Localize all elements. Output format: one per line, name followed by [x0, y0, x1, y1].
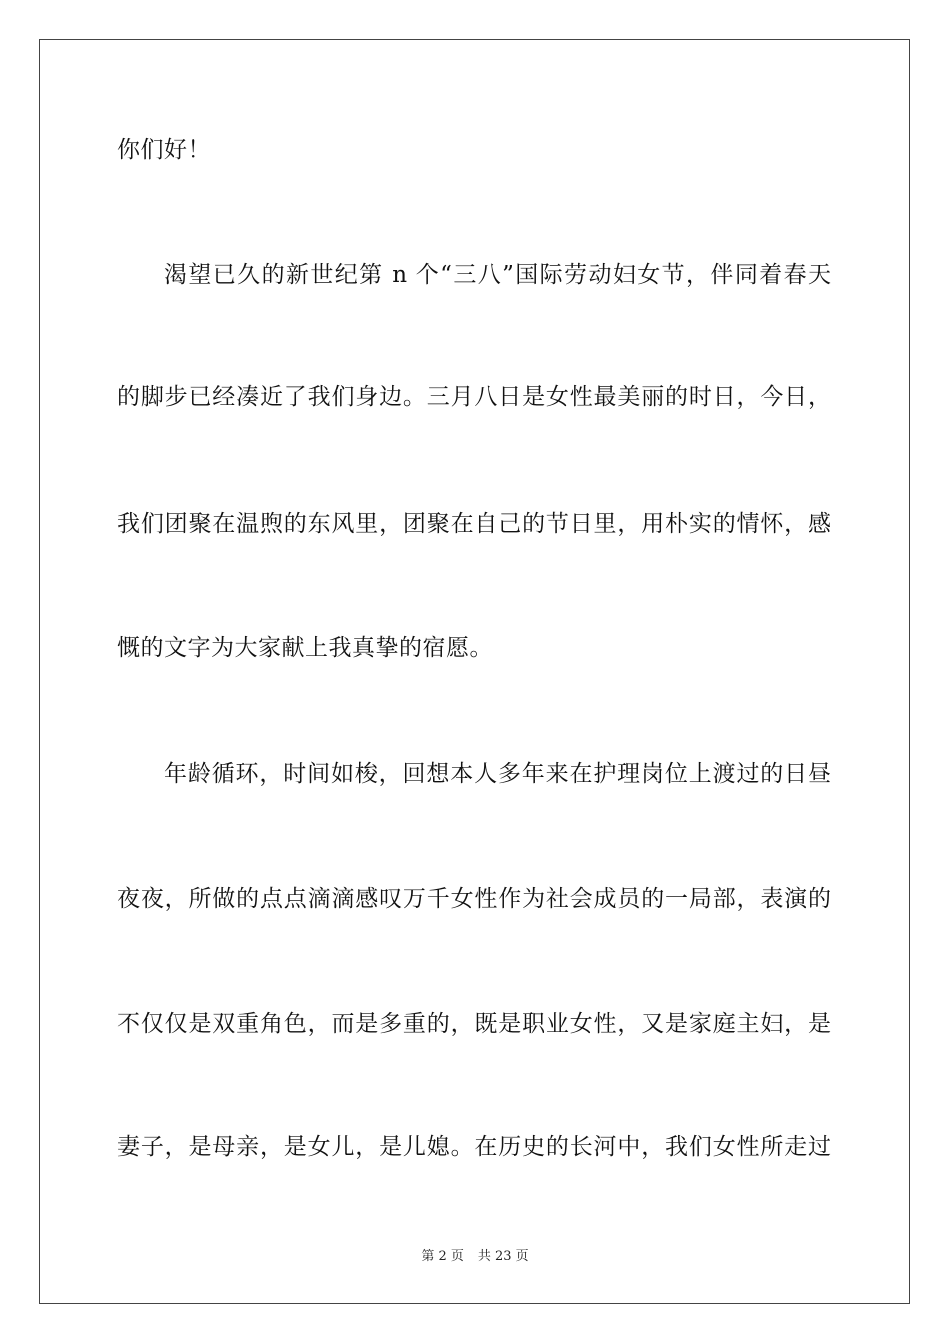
page-number: 第 2 页: [421, 1249, 464, 1264]
page-border: [39, 39, 910, 1304]
paragraph-1-line-4: 慨的文字为大家献上我真挚的宿愿。: [117, 635, 493, 661]
paragraph-1-line-2: 的脚步已经凑近了我们身边。三月八日是女性最美丽的时日，今日，: [117, 384, 831, 410]
page-footer: [0, 1249, 950, 1265]
paragraph-2-line-2: 夜夜，所做的点点滴滴感叹万千女性作为社会成员的一局部，表演的: [117, 886, 831, 912]
greeting-line: 你们好！: [117, 137, 211, 163]
paragraph-1-line-3: 我们团聚在温煦的东风里，团聚在自己的节日里，用朴实的情怀，感: [117, 511, 831, 537]
paragraph-1-line-1: 渴望已久的新世纪第 n 个“三八”国际劳动妇女节，伴同着春天: [164, 262, 831, 288]
paragraph-2-line-4: 妻子，是母亲，是女儿，是儿媳。在历史的长河中，我们女性所走过: [117, 1134, 831, 1160]
paragraph-2-line-3: 不仅仅是双重角色，而是多重的，既是职业女性，又是家庭主妇，是: [117, 1011, 831, 1037]
paragraph-2-line-1: 年龄循环，时间如梭，回想本人多年来在护理岗位上渡过的日昼: [164, 761, 831, 787]
total-pages: 共 23 页: [477, 1249, 529, 1264]
